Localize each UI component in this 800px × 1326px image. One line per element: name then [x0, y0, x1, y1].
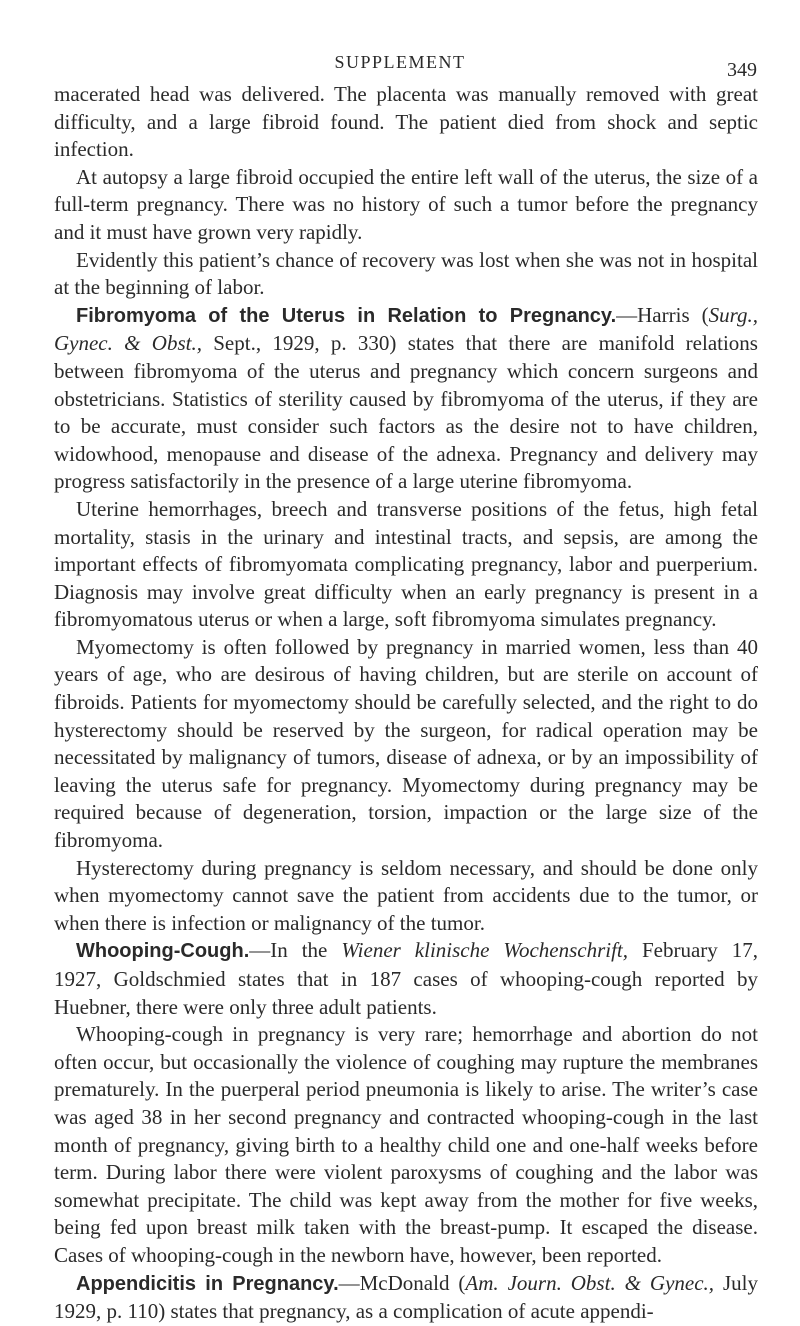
- section-text: Sept., 1929, p. 330) states that there are manifold relations between fibromyoma of the uterus and pregnancy which concern surgeons and obstetricians. Statistics of sterility caused by fibromyoma of the uterus, if they are to be accurate, must consider such factors as the desire not to have children, widowhood, menopause and disease of the adnexa. Pregnancy and delivery may progress satisfactorily in the presence of a large uterine fibromyoma.: [54, 331, 758, 494]
- section-whooping-cough: [54, 937, 758, 1021]
- paragraph-recovery: Evidently this patient’s chance of recovery was lost when she was not in hospital at the beginning of labor.: [54, 247, 758, 300]
- paragraph-continued: macerated head was delivered. The placenta was manually removed with great difficulty, and a large fibroid found. The patient died from shock and septic infection.: [54, 82, 758, 162]
- section-lead: —Harris (: [616, 302, 709, 327]
- section-heading-fibromyoma: Fibromyoma of the Uterus in Relation to Pregnancy.: [76, 304, 617, 327]
- page-number: 349: [727, 59, 757, 81]
- section-appendicitis: [54, 1270, 758, 1326]
- section-heading-whooping-cough: Whooping-Cough.: [76, 940, 250, 963]
- section-fibromyoma: [54, 302, 758, 496]
- journal-citation: Surg., Gynec. & Obst.,: [54, 302, 758, 356]
- journal-citation: Wiener klinische Wochenschrift,: [341, 938, 629, 963]
- section-lead: —McDonald (: [338, 1270, 466, 1295]
- paragraph-hemorrhages: Uterine hemorrhages, breech and transverse positions of the fetus, high fetal mortality, stasis in the urinary and intestinal tracts, and sepsis, are among the important effects of fibromyomata complicating pregnancy, labor and puerperium. Diagnosis may involve great difficulty when an early pregnancy is present in a fibromyomatous uterus or when a large, soft fibromyoma simulates pregnancy.: [54, 496, 758, 632]
- paragraph-myomectomy: Myomectomy is often followed by pregnancy in married women, less than 40 years of age, who are desirous of having children, but are sterile on account of fibroids. Patients for myomectomy should be carefully selected, and the right to do hysterectomy should be reserved by the surgeon, for radical operation may be necessitated by malignancy of tumors, disease of adnexa, or by an impossibility of leaving the uterus safe for pregnancy. Myomectomy during pregnancy may be required because of degeneration, torsion, impaction or the large size of the fibromyoma.: [54, 634, 758, 853]
- journal-citation: Am. Journ. Obst. & Gynec.,: [465, 1270, 715, 1295]
- section-heading-appendicitis: Appendicitis in Pregnancy.: [76, 1272, 339, 1295]
- running-head: SUPPLEMENT: [334, 52, 466, 72]
- section-text: February 17, 1927, Goldschmied states that in 187 cases of whooping-cough reported by Huebner, there were only three adult patients.: [54, 938, 758, 1019]
- section-lead: —In the: [249, 938, 342, 963]
- paragraph-whooping-cough-case: Whooping-cough in pregnancy is very rare; hemorrhage and abortion do not often occur, but occasionally the violence of coughing may rupture the membranes prematurely. In the puerperal period pneumonia is likely to arise. The writer’s case was aged 38 in her second pregnancy and contracted whooping-cough in the last month of pregnancy, giving birth to a healthy child one and one-half weeks before term. During labor there were violent paroxysms of coughing and the labor was somewhat precipitate. The child was kept away from the mother for five weeks, being fed upon breast milk taken with the breast-pump. It escaped the disease. Cases of whooping-cough in the newborn have, however, been reported.: [54, 1022, 758, 1267]
- paragraph-autopsy: At autopsy a large fibroid occupied the entire left wall of the uterus, the size of a full-term pregnancy. There was no history of such a tumor before the pregnancy and it must have grown very rapidly.: [54, 164, 758, 244]
- paragraph-hysterectomy: Hysterectomy during pregnancy is seldom necessary, and should be done only when myomectomy cannot save the patient from accidents due to the tumor, or when there is infection or malignancy of the tumor.: [54, 855, 758, 935]
- section-text: July 1929, p. 110) states that pregnancy, as a complication of acute appendi-: [54, 1270, 758, 1324]
- body-text: [54, 81, 758, 1326]
